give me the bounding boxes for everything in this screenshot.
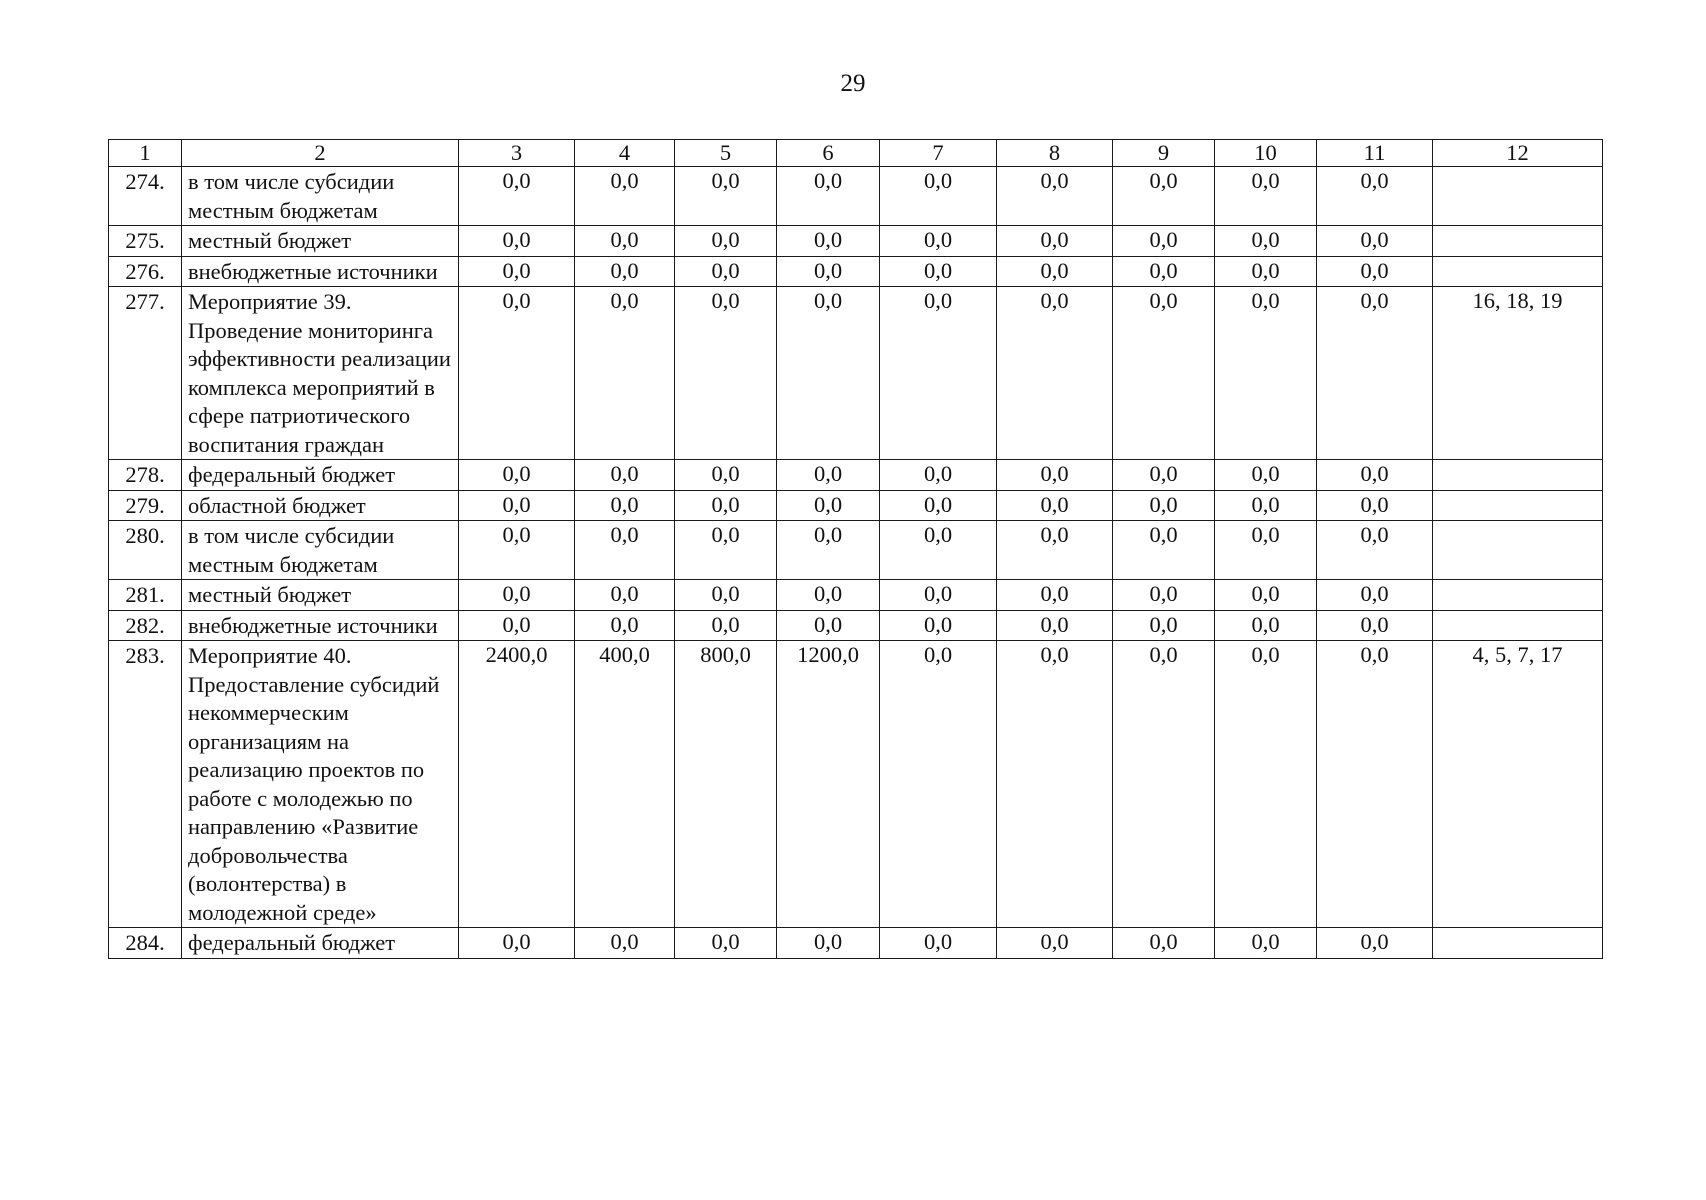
value-cell: 0,0 bbox=[997, 610, 1113, 641]
value-cell: 0,0 bbox=[1215, 287, 1317, 460]
value-cell: 0,0 bbox=[1317, 490, 1433, 521]
value-cell: 0,0 bbox=[1215, 928, 1317, 959]
value-cell: 0,0 bbox=[777, 167, 880, 226]
value-cell: 0,0 bbox=[997, 521, 1113, 580]
value-cell: 0,0 bbox=[1317, 641, 1433, 928]
page-number: 29 bbox=[840, 70, 866, 97]
value-cell: 0,0 bbox=[777, 610, 880, 641]
value-cell: 0,0 bbox=[1113, 928, 1215, 959]
value-cell: 0,0 bbox=[997, 287, 1113, 460]
value-cell: 0,0 bbox=[880, 256, 997, 287]
value-cell: 0,0 bbox=[880, 610, 997, 641]
value-cell: 0,0 bbox=[777, 521, 880, 580]
value-cell: 0,0 bbox=[1113, 167, 1215, 226]
value-cell: 400,0 bbox=[575, 641, 675, 928]
indicator-ref-cell bbox=[1433, 490, 1603, 521]
value-cell: 0,0 bbox=[1317, 287, 1433, 460]
value-cell: 0,0 bbox=[1215, 460, 1317, 491]
value-cell: 0,0 bbox=[459, 167, 575, 226]
value-cell: 0,0 bbox=[675, 928, 777, 959]
value-cell: 0,0 bbox=[675, 287, 777, 460]
value-cell: 0,0 bbox=[675, 167, 777, 226]
row-number-cell: 275. bbox=[109, 226, 182, 257]
table-row bbox=[109, 256, 1603, 287]
value-cell: 0,0 bbox=[880, 287, 997, 460]
column-header: 2 bbox=[182, 140, 459, 167]
indicator-ref-cell bbox=[1433, 256, 1603, 287]
row-name-cell: внебюджетные источники bbox=[182, 256, 459, 287]
value-cell: 0,0 bbox=[1317, 256, 1433, 287]
row-number-cell: 277. bbox=[109, 287, 182, 460]
row-name-cell: федеральный бюджет bbox=[182, 460, 459, 491]
value-cell: 0,0 bbox=[1113, 226, 1215, 257]
value-cell: 0,0 bbox=[997, 256, 1113, 287]
value-cell: 0,0 bbox=[675, 256, 777, 287]
value-cell: 0,0 bbox=[1113, 490, 1215, 521]
column-header: 12 bbox=[1433, 140, 1603, 167]
row-name-cell: внебюджетные источники bbox=[182, 610, 459, 641]
row-name-cell: местный бюджет bbox=[182, 226, 459, 257]
row-name-cell: местный бюджет bbox=[182, 580, 459, 611]
value-cell: 0,0 bbox=[1215, 167, 1317, 226]
row-number-cell: 281. bbox=[109, 580, 182, 611]
value-cell: 0,0 bbox=[997, 490, 1113, 521]
value-cell: 0,0 bbox=[777, 490, 880, 521]
table-row bbox=[109, 460, 1603, 491]
row-name-cell: в том числе субсидии местным бюджетам bbox=[182, 521, 459, 580]
value-cell: 0,0 bbox=[880, 641, 997, 928]
value-cell: 0,0 bbox=[997, 226, 1113, 257]
value-cell: 0,0 bbox=[675, 490, 777, 521]
value-cell: 0,0 bbox=[575, 928, 675, 959]
value-cell: 0,0 bbox=[777, 287, 880, 460]
value-cell: 0,0 bbox=[575, 460, 675, 491]
indicator-ref-cell bbox=[1433, 460, 1603, 491]
value-cell: 0,0 bbox=[1215, 521, 1317, 580]
value-cell: 0,0 bbox=[459, 610, 575, 641]
value-cell: 0,0 bbox=[997, 641, 1113, 928]
value-cell: 0,0 bbox=[1317, 167, 1433, 226]
value-cell: 0,0 bbox=[1113, 610, 1215, 641]
table-row bbox=[109, 490, 1603, 521]
value-cell: 0,0 bbox=[1113, 580, 1215, 611]
row-number-cell: 274. bbox=[109, 167, 182, 226]
value-cell: 0,0 bbox=[1317, 460, 1433, 491]
value-cell: 0,0 bbox=[1113, 287, 1215, 460]
indicator-ref-cell bbox=[1433, 928, 1603, 959]
value-cell: 0,0 bbox=[777, 580, 880, 611]
value-cell: 0,0 bbox=[1215, 580, 1317, 611]
value-cell: 0,0 bbox=[575, 226, 675, 257]
row-name-cell: Мероприятие 39. Проведение мониторинга эффективности реализации комплекса мероприятий в сфере патриотического воспитания граждан bbox=[182, 287, 459, 460]
value-cell: 0,0 bbox=[675, 580, 777, 611]
column-header: 1 bbox=[109, 140, 182, 167]
column-header: 5 bbox=[675, 140, 777, 167]
value-cell: 0,0 bbox=[575, 610, 675, 641]
column-header: 6 bbox=[777, 140, 880, 167]
column-header: 11 bbox=[1317, 140, 1433, 167]
table-row bbox=[109, 641, 1603, 928]
row-name-cell: областной бюджет bbox=[182, 490, 459, 521]
column-header: 4 bbox=[575, 140, 675, 167]
value-cell: 0,0 bbox=[880, 928, 997, 959]
value-cell: 0,0 bbox=[1113, 521, 1215, 580]
value-cell: 0,0 bbox=[675, 226, 777, 257]
value-cell: 0,0 bbox=[459, 580, 575, 611]
value-cell: 0,0 bbox=[777, 226, 880, 257]
value-cell: 0,0 bbox=[675, 610, 777, 641]
value-cell: 0,0 bbox=[880, 460, 997, 491]
table-row bbox=[109, 610, 1603, 641]
indicator-ref-cell: 4, 5, 7, 17 bbox=[1433, 641, 1603, 928]
value-cell: 0,0 bbox=[1113, 641, 1215, 928]
value-cell: 0,0 bbox=[1215, 490, 1317, 521]
row-number-cell: 276. bbox=[109, 256, 182, 287]
table-row bbox=[109, 928, 1603, 959]
row-number-cell: 278. bbox=[109, 460, 182, 491]
value-cell: 0,0 bbox=[575, 580, 675, 611]
value-cell: 0,0 bbox=[1317, 610, 1433, 641]
value-cell: 0,0 bbox=[459, 226, 575, 257]
value-cell: 0,0 bbox=[1317, 226, 1433, 257]
budget-table bbox=[108, 139, 1603, 959]
row-number-cell: 283. bbox=[109, 641, 182, 928]
value-cell: 0,0 bbox=[675, 460, 777, 491]
value-cell: 0,0 bbox=[1215, 226, 1317, 257]
row-name-cell: федеральный бюджет bbox=[182, 928, 459, 959]
row-number-cell: 280. bbox=[109, 521, 182, 580]
value-cell: 1200,0 bbox=[777, 641, 880, 928]
value-cell: 0,0 bbox=[880, 490, 997, 521]
value-cell: 800,0 bbox=[675, 641, 777, 928]
table-row bbox=[109, 226, 1603, 257]
table-row bbox=[109, 521, 1603, 580]
value-cell: 0,0 bbox=[1113, 460, 1215, 491]
column-header: 8 bbox=[997, 140, 1113, 167]
indicator-ref-cell bbox=[1433, 167, 1603, 226]
row-number-cell: 279. bbox=[109, 490, 182, 521]
value-cell: 2400,0 bbox=[459, 641, 575, 928]
value-cell: 0,0 bbox=[459, 928, 575, 959]
column-header: 7 bbox=[880, 140, 997, 167]
indicator-ref-cell bbox=[1433, 521, 1603, 580]
value-cell: 0,0 bbox=[1215, 256, 1317, 287]
table-header-row bbox=[109, 140, 1603, 167]
value-cell: 0,0 bbox=[880, 226, 997, 257]
value-cell: 0,0 bbox=[997, 460, 1113, 491]
value-cell: 0,0 bbox=[997, 167, 1113, 226]
value-cell: 0,0 bbox=[459, 521, 575, 580]
value-cell: 0,0 bbox=[880, 167, 997, 226]
row-name-cell: в том числе субсидии местным бюджетам bbox=[182, 167, 459, 226]
value-cell: 0,0 bbox=[575, 287, 675, 460]
value-cell: 0,0 bbox=[459, 490, 575, 521]
value-cell: 0,0 bbox=[997, 580, 1113, 611]
column-header: 9 bbox=[1113, 140, 1215, 167]
indicator-ref-cell bbox=[1433, 610, 1603, 641]
table-row bbox=[109, 580, 1603, 611]
value-cell: 0,0 bbox=[777, 256, 880, 287]
value-cell: 0,0 bbox=[675, 521, 777, 580]
value-cell: 0,0 bbox=[575, 256, 675, 287]
value-cell: 0,0 bbox=[1215, 641, 1317, 928]
row-number-cell: 282. bbox=[109, 610, 182, 641]
indicator-ref-cell bbox=[1433, 580, 1603, 611]
column-header: 3 bbox=[459, 140, 575, 167]
value-cell: 0,0 bbox=[777, 928, 880, 959]
table-row bbox=[109, 287, 1603, 460]
value-cell: 0,0 bbox=[1317, 928, 1433, 959]
value-cell: 0,0 bbox=[997, 928, 1113, 959]
indicator-ref-cell bbox=[1433, 226, 1603, 257]
value-cell: 0,0 bbox=[459, 460, 575, 491]
column-header: 10 bbox=[1215, 140, 1317, 167]
value-cell: 0,0 bbox=[777, 460, 880, 491]
row-number-cell: 284. bbox=[109, 928, 182, 959]
table-body bbox=[109, 167, 1603, 959]
value-cell: 0,0 bbox=[459, 256, 575, 287]
value-cell: 0,0 bbox=[880, 580, 997, 611]
value-cell: 0,0 bbox=[1113, 256, 1215, 287]
value-cell: 0,0 bbox=[1317, 580, 1433, 611]
value-cell: 0,0 bbox=[575, 167, 675, 226]
value-cell: 0,0 bbox=[459, 287, 575, 460]
value-cell: 0,0 bbox=[575, 521, 675, 580]
value-cell: 0,0 bbox=[880, 521, 997, 580]
indicator-ref-cell: 16, 18, 19 bbox=[1433, 287, 1603, 460]
value-cell: 0,0 bbox=[1317, 521, 1433, 580]
value-cell: 0,0 bbox=[1215, 610, 1317, 641]
table-row bbox=[109, 167, 1603, 226]
value-cell: 0,0 bbox=[575, 490, 675, 521]
row-name-cell: Мероприятие 40. Предоставление субсидий некоммерческим организациям на реализацию проектов по работе с молодежью по направлению «Развитие добровольчества (волонтерства) в молодежной среде» bbox=[182, 641, 459, 928]
